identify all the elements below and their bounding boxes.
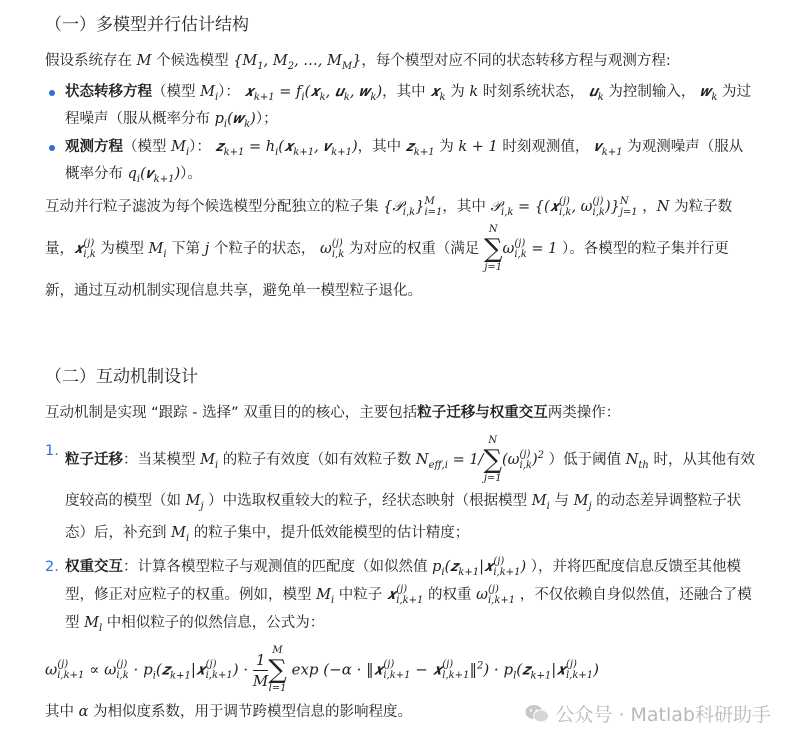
math-segment: ) · p: [483, 660, 514, 679]
text-segment: 为控制输入，: [603, 84, 701, 100]
math-segment: 𝒫: [490, 199, 501, 215]
math-segment: 𝒛: [215, 139, 224, 155]
math-subscript: k: [597, 91, 604, 103]
math-segment: |𝒙: [479, 559, 494, 575]
math-segment: (ω: [502, 452, 520, 468]
math-subscript: eff,i: [428, 459, 448, 471]
math-segment: = 1: [526, 241, 558, 257]
section-heading-1: （一）多模型并行估计结构: [45, 15, 249, 35]
text-segment: （模型: [152, 84, 201, 100]
text-segment: ，其中: [382, 84, 431, 100]
math-segment: M: [200, 84, 215, 100]
math-segment: = {(𝒙: [513, 199, 560, 215]
weight-update-equation: [45, 645, 755, 695]
math-segment: |𝒙: [551, 660, 566, 679]
math-segment: ) ·: [232, 660, 253, 679]
text-segment: 时刻系统状态，: [478, 84, 589, 100]
text-segment: 为对应的权重（满足: [344, 241, 484, 257]
list-item: [45, 553, 755, 637]
math-subscript: th: [638, 459, 649, 471]
bold-term: 观测方程: [65, 139, 123, 155]
math-segment: , …, M: [294, 53, 342, 69]
sigma-symbol: ∑: [483, 234, 503, 264]
math-segment: = f: [274, 84, 302, 100]
text-segment: ，不仅依赖自身似然值，还融合了模型: [65, 587, 752, 631]
math-subscript: i,k+1: [383, 670, 411, 681]
list-item: [45, 134, 755, 188]
math-segment: M: [148, 241, 164, 257]
text-segment: ：当某模型: [123, 452, 201, 468]
math-script: [332, 238, 344, 260]
bold-term: 粒子迁移与权重交互: [417, 405, 548, 421]
math-segment: }: [352, 53, 362, 69]
math-segment: 𝒙: [244, 84, 254, 100]
particle-set-paragraph: [45, 190, 755, 308]
math-segment: ∝ ω: [84, 660, 117, 679]
equation-list: [45, 79, 755, 188]
math-segment: ‖: [469, 660, 477, 679]
math-superscript: (j): [396, 584, 408, 595]
math-superscript: (j): [565, 659, 577, 670]
math-segment: , M: [263, 53, 288, 69]
math-segment: · p: [128, 660, 153, 679]
math-segment: k + 1: [458, 139, 498, 155]
math-subscript: i: [546, 500, 550, 512]
math-superscript: 2: [476, 660, 484, 672]
bullet-icon: [49, 145, 55, 151]
math-superscript: M: [424, 196, 435, 207]
wechat-icon: [525, 703, 549, 725]
math-superscript: (j): [514, 238, 526, 249]
math-subscript: i: [152, 670, 156, 682]
math-superscript: (j): [559, 196, 570, 207]
sum-lower-limit: l=1: [268, 683, 287, 694]
sum-lower-limit: j=1: [483, 473, 502, 484]
math-subscript: k+1: [223, 146, 245, 158]
math-segment: M: [84, 615, 99, 631]
weight-interaction-text: [65, 556, 752, 634]
math-subscript: i: [185, 532, 190, 544]
math-subscript: i: [275, 146, 279, 158]
math-subscript: i,k: [559, 207, 572, 218]
particle-migration-text: [65, 435, 755, 544]
math-subscript: i,k: [592, 207, 605, 218]
text-segment: ）低于阈值: [543, 452, 626, 468]
math-script: [566, 659, 593, 681]
math-subscript: i: [214, 459, 219, 471]
text-segment: ，: [637, 199, 657, 215]
text-segment: ）中选取权重较大的粒子，经状态映射（根据模型: [203, 493, 532, 509]
math-subscript: i: [441, 566, 445, 578]
math-segment: M: [573, 493, 589, 509]
math-superscript: (j): [487, 584, 499, 595]
math-segment: {𝒫: [383, 199, 403, 215]
math-segment: N: [625, 452, 639, 468]
text-segment: 时刻观测值，: [497, 139, 594, 155]
math-subscript: j: [588, 500, 592, 512]
text-segment: 个候选模型: [151, 53, 234, 69]
math-segment: |𝒙: [190, 660, 206, 679]
math-segment: M: [200, 452, 215, 468]
math-subscript: M: [341, 60, 353, 72]
text-segment: 互动并行粒子滤波为每个候选模型分配独立的粒子集: [45, 199, 384, 215]
math-subscript: k: [319, 91, 326, 103]
sum-upper-limit: N: [488, 435, 498, 446]
math-subscript: k: [439, 91, 446, 103]
math-segment: ): [174, 166, 181, 182]
fraction-numerator: 1: [253, 650, 268, 671]
math-subscript: l: [513, 670, 517, 682]
math-script: [57, 659, 84, 681]
text-segment: 假设系统存在: [45, 53, 137, 69]
math-segment: ): [351, 139, 358, 155]
text-segment: 为观测噪声（服从概率分布: [65, 139, 744, 182]
math-script: [488, 584, 515, 606]
math-subscript: i: [185, 146, 190, 158]
math-subscript: 2: [287, 60, 295, 72]
math-subscript: k+1: [530, 670, 552, 682]
math-segment: M: [136, 53, 152, 69]
math-subscript: j=1: [619, 207, 638, 218]
math-superscript: 2: [537, 450, 544, 462]
text-segment: 为: [434, 139, 459, 155]
math-subscript: i=1: [424, 207, 443, 218]
math-superscript: (j): [493, 556, 505, 567]
math-script: [593, 196, 605, 218]
text-segment: ）：: [218, 84, 245, 100]
math-subscript: i,k+1: [57, 670, 85, 681]
math-segment: (𝒙: [304, 84, 320, 100]
math-segment: 𝒙: [386, 587, 397, 603]
text-segment: ，每个模型对应不同的状态转移方程与观测方程:: [361, 53, 671, 69]
text-segment: 为: [445, 84, 470, 100]
math-segment: ): [593, 660, 599, 679]
math-subscript: l,k+1: [565, 670, 594, 681]
math-subscript: k+1: [253, 91, 275, 103]
math-script: [559, 196, 571, 218]
sum-upper-limit: N: [488, 224, 498, 235]
math-segment: M: [316, 587, 331, 603]
math-segment: ): [376, 84, 383, 100]
sum-upper-limit: M: [272, 645, 283, 656]
math-segment: p: [214, 111, 224, 127]
math-subscript: k: [244, 118, 251, 130]
list-number: 1.: [45, 443, 59, 459]
intro-paragraph: [45, 48, 755, 75]
math-subscript: i,k: [331, 249, 345, 260]
math-subscript: l: [98, 622, 103, 634]
math-script: [442, 659, 469, 681]
text-segment: （模型: [123, 139, 172, 155]
math-segment: , 𝒗: [314, 139, 332, 155]
math-superscript: (j): [383, 659, 395, 670]
math-segment: 𝒖: [588, 84, 598, 100]
math-script: [520, 449, 532, 471]
math-segment: M: [171, 525, 186, 541]
math-subscript: k+1: [170, 670, 191, 682]
math-superscript: N: [619, 196, 629, 207]
math-subscript: l,k+1: [442, 670, 470, 681]
text-segment: ：计算各模型粒子与观测值的匹配度（如似然值: [123, 559, 433, 575]
math-segment: ω: [502, 241, 515, 257]
bullet-icon: [49, 90, 55, 96]
text-segment: 个粒子的状态，: [209, 241, 320, 257]
summation: [484, 224, 503, 274]
math-subscript: i,k+1: [396, 595, 424, 606]
math-subscript: i: [223, 118, 228, 130]
text-segment: 下第: [166, 241, 205, 257]
list-number: 2.: [45, 559, 59, 575]
math-subscript: k+1: [601, 146, 623, 158]
math-superscript: (j): [116, 659, 128, 670]
text-segment: 其中: [45, 704, 79, 720]
math-script: [620, 196, 638, 218]
sum-lower-limit: j=1: [484, 262, 503, 273]
math-segment: = 1/: [447, 452, 484, 468]
math-segment: }: [415, 199, 425, 215]
math-segment: 𝒙: [74, 241, 84, 257]
math-subscript: i,k+1: [487, 595, 516, 606]
math-segment: )}: [604, 199, 620, 215]
text-segment: 的权重: [423, 587, 477, 603]
math-subscript: i: [136, 173, 141, 185]
text-segment: ，其中: [442, 199, 491, 215]
math-script: [493, 556, 520, 578]
math-segment: N: [656, 199, 670, 215]
section-1-body: [45, 48, 755, 308]
watermark: [525, 700, 771, 727]
math-script: [383, 659, 410, 681]
math-segment: − 𝒙: [410, 660, 443, 679]
bold-term: 权重交互: [65, 559, 123, 575]
text-segment: 的粒子有效度（如有效粒子数: [218, 452, 416, 468]
math-script: [514, 238, 526, 260]
math-segment: (𝒘: [227, 111, 245, 127]
intro-paragraph: [45, 400, 755, 427]
math-segment: α: [78, 704, 89, 720]
math-segment: k: [469, 84, 479, 100]
math-subscript: j: [200, 500, 204, 512]
math-script: [83, 238, 95, 260]
text-segment: 的动态差异调整粒子状态）后，补充到: [65, 493, 742, 541]
text-segment: ）。各模型的粒子集并行更新，通过互动机制实现信息共享，避免单一模型粒子退化。: [45, 241, 729, 299]
math-subscript: i,k: [519, 460, 532, 471]
math-segment: ): [250, 111, 256, 127]
math-segment: (𝒗: [140, 166, 154, 182]
math-segment: M: [185, 493, 201, 509]
math-segment: 𝒘: [700, 84, 712, 100]
list-item: [45, 79, 755, 133]
math-subscript: i,k: [514, 249, 527, 260]
text-segment: 为过程噪声（服从概率分布: [65, 84, 752, 127]
math-superscript: (j): [331, 238, 343, 249]
text-segment: 的粒子集中，提升低效能模型的估计精度；: [189, 525, 470, 541]
math-subscript: k+1: [153, 173, 175, 185]
text-segment: ），并将匹配度信息反馈至其他模型，修正对应粒子的权重。例如，模型: [65, 559, 742, 603]
math-subscript: i,k: [402, 206, 416, 218]
text-segment: 为粒子数量，: [45, 199, 733, 257]
math-segment: {M: [233, 53, 258, 69]
math-segment: 𝒛: [405, 139, 414, 155]
math-segment: exp (−α · ‖𝒙: [286, 660, 384, 679]
math-subscript: k+1: [458, 566, 480, 578]
math-subscript: k: [343, 91, 350, 103]
math-segment: ): [520, 559, 527, 575]
text-segment: ）：: [189, 139, 216, 155]
observation-text: [65, 139, 744, 185]
math-superscript: (j): [83, 238, 95, 249]
math-subscript: i: [214, 91, 219, 103]
math-subscript: k+1: [293, 146, 315, 158]
math-subscript: i,k: [501, 206, 514, 218]
math-segment: j: [204, 241, 210, 257]
bold-term: 粒子迁移: [65, 452, 123, 468]
state-transition-text: [65, 84, 752, 130]
math-subscript: i,k+1: [493, 567, 521, 578]
text-segment: 为相似度系数，用于调节跨模型信息的影响程度。: [88, 704, 413, 720]
math-subscript: i: [301, 91, 305, 103]
summation: [268, 645, 287, 695]
math-subscript: i: [163, 248, 167, 260]
math-segment: , 𝒘: [349, 84, 371, 100]
math-segment: ω: [319, 241, 332, 257]
text-segment: ）。: [180, 166, 202, 182]
watermark-text: 公众号 · Matlab科研助手: [555, 704, 771, 726]
math-superscript: (j): [205, 659, 217, 670]
text-segment: 互动机制是实现 “跟踪 - 选择” 双重目的的核心，主要包括: [45, 405, 418, 421]
math-segment: N: [415, 452, 429, 468]
math-segment: = h: [244, 139, 276, 155]
math-subscript: k+1: [331, 146, 352, 158]
math-segment: 𝒗: [593, 139, 602, 155]
math-script: [206, 659, 233, 681]
math-segment: (𝒛: [516, 660, 531, 679]
math-subscript: k: [370, 91, 377, 103]
math-superscript: (j): [442, 659, 454, 670]
math-segment: ): [531, 452, 538, 468]
math-script: [116, 659, 128, 681]
text-segment: 中粒子: [334, 587, 387, 603]
section-heading-2: （二）互动机制设计: [45, 367, 198, 387]
math-segment: (𝒛: [444, 559, 459, 575]
text-segment: 与: [549, 493, 574, 509]
math-segment: p: [432, 559, 442, 575]
math-segment: 𝒙: [430, 84, 440, 100]
sigma-symbol: ∑: [483, 445, 503, 475]
math-segment: M: [171, 139, 186, 155]
math-segment: (𝒙: [278, 139, 294, 155]
math-subscript: 1: [257, 60, 264, 72]
math-script: [396, 584, 423, 606]
math-subscript: i,k+1: [205, 670, 233, 681]
text-segment: 中相似粒子的似然信息，公式为：: [102, 615, 325, 631]
text-segment: 两类操作：: [547, 405, 621, 421]
operation-list: [45, 435, 755, 637]
sigma-symbol: ∑: [268, 655, 287, 685]
math-subscript: i,k: [116, 670, 129, 681]
math-superscript: (j): [592, 196, 604, 207]
math-segment: , ω: [571, 199, 593, 215]
math-segment: ω: [45, 660, 58, 679]
math-segment: (𝒛: [155, 660, 171, 679]
math-segment: ω: [476, 587, 488, 603]
math-subscript: k+1: [413, 146, 435, 158]
text-segment: ）；: [255, 111, 278, 127]
list-item: [45, 435, 755, 549]
math-subscript: i,k: [83, 249, 96, 260]
summation: [483, 435, 502, 485]
section-2-body: [45, 400, 755, 726]
text-segment: ，其中: [357, 139, 406, 155]
math-script: [424, 196, 442, 218]
text-segment: 为模型: [95, 241, 149, 257]
math-segment: M: [531, 493, 547, 509]
math-superscript: (j): [57, 659, 69, 670]
fraction-denominator: M: [252, 671, 269, 690]
bold-term: 状态转移方程: [65, 84, 152, 100]
text-segment: 时，从其他有效度较高的模型（如: [65, 452, 755, 509]
math-fraction: [253, 650, 268, 691]
math-segment: , 𝒖: [325, 84, 344, 100]
math-segment: q: [127, 166, 137, 182]
math-subscript: i: [330, 594, 335, 606]
math-subscript: k: [711, 91, 718, 103]
math-superscript: (j): [519, 449, 531, 460]
